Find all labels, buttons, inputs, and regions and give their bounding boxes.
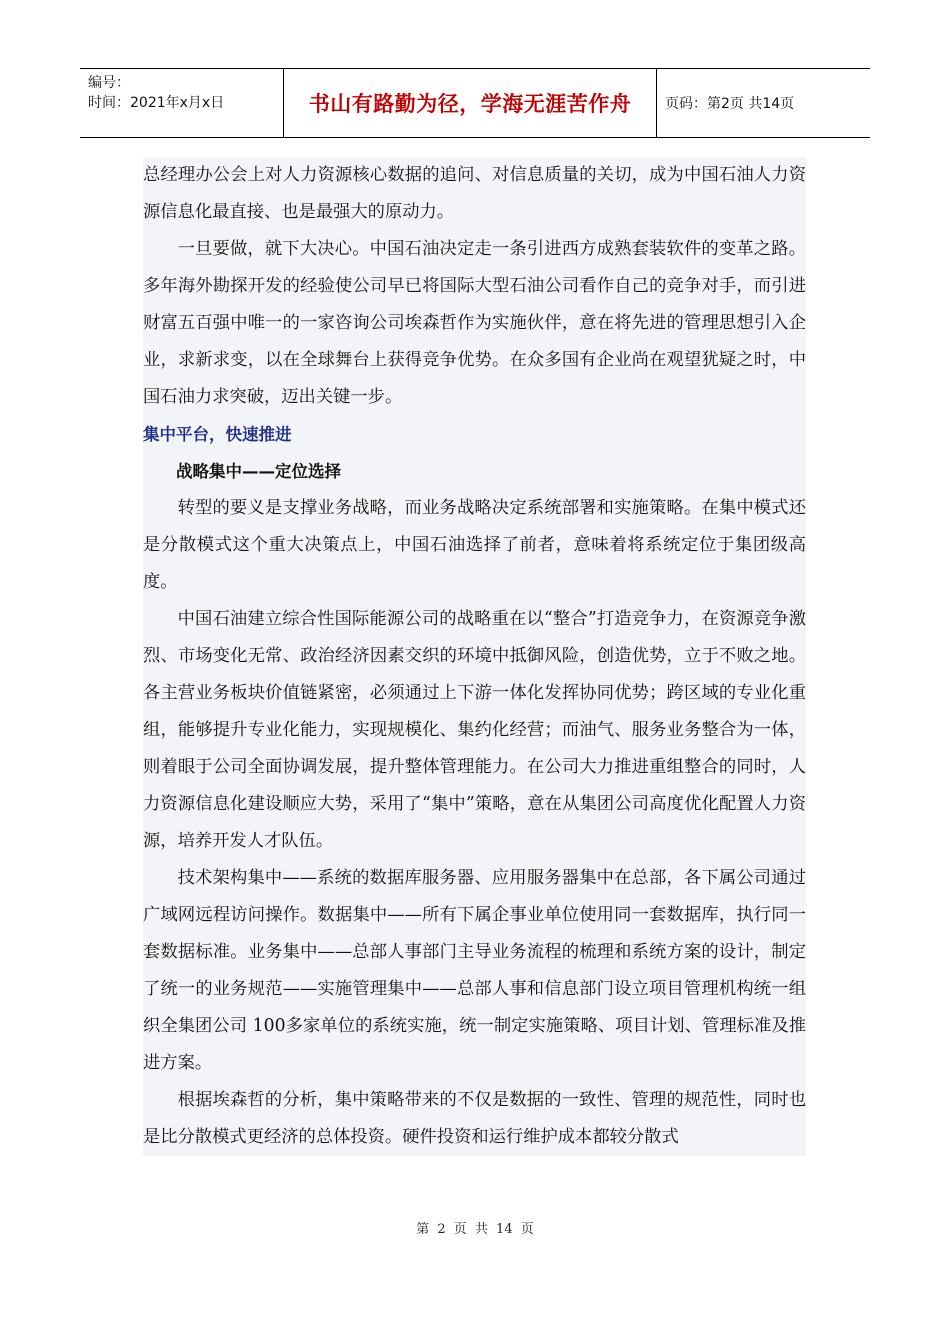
- header-meta: [80, 69, 283, 137]
- header-page-code: 页码：第2页 共14页: [665, 96, 795, 112]
- page-header: [80, 68, 870, 138]
- section-heading: 集中平台，快速推进: [143, 425, 292, 444]
- page-footer: 第 2 页 共 14 页: [416, 1222, 534, 1237]
- paragraph-6: 根据埃森哲的分析，集中策略带来的不仅是数据的一致性、管理的规范性，同时也是比分散模式更经济的总体投资。硬件投资和运行维护成本都较分散式: [143, 1090, 806, 1147]
- paragraph-1: 总经理办公会上对人力资源核心数据的追问、对信息质量的关切，成为中国石油人力资源信息化最直接、也是最强大的原动力。: [143, 165, 806, 222]
- document-body: [143, 157, 806, 1156]
- paragraph-5: 技术架构集中——系统的数据库服务器、应用服务器集中在总部，各下属公司通过广域网远程访问操作。数据集中——所有下属企事业单位使用同一套数据库，执行同一套数据标准。业务集中——总部人事部门主导业务流程的梳理和系统方案的设计，制定了统一的业务规范——实施管理集中——总部人事和信息部门设立项目管理机构统一组织全集团公司 100多家单位的系统实施，统一制定实施策略、项目计划、管理标准及推进方案。: [143, 868, 806, 1073]
- header-motto: 书山有路勤为径，学海无涯苦作舟: [283, 69, 657, 137]
- paragraph-3: 转型的要义是支撑业务战略，而业务战略决定系统部署和实施策略。在集中模式还是分散模式这个重大决策点上，中国石油选择了前者，意味着将系统定位于集团级高度。: [143, 498, 806, 592]
- paragraph-4: 中国石油建立综合性国际能源公司的战略重在以“整合”打造竞争力，在资源竞争激烈、市场变化无常、政治经济因素交织的环境中抵御风险，创造优势，立于不败之地。各主营业务板块价值链紧密，必须通过上下游一体化发挥协同优势；跨区域的专业化重组，能够提升专业化能力，实现规模化、集约化经营；而油气、服务业务整合为一体，则着眼于公司全面协调发展，提升整体管理能力。在公司大力推进重组整合的同时，人力资源信息化建设顺应大势，采用了“集中”策略，意在从集团公司高度优化配置人力资源，培养开发人才队伍。: [143, 609, 806, 851]
- sub-heading: 战略集中——定位选择: [176, 462, 341, 481]
- document-time-label: 时间：2021年x月x日: [88, 95, 225, 111]
- paragraph-2: 一旦要做，就下大决心。中国石油决定走一条引进西方成熟套装软件的变革之路。多年海外勘探开发的经验使公司早已将国际大型石油公司看作自己的竞争对手，而引进财富五百强中唯一的一家咨询公司埃森哲作为实施伙伴，意在将先进的管理思想引入企业，求新求变，以在全球舞台上获得竞争优势。在众多国有企业尚在观望犹疑之时，中国石油力求突破，迈出关键一步。: [143, 239, 806, 407]
- document-number-label: 编号：: [88, 75, 130, 91]
